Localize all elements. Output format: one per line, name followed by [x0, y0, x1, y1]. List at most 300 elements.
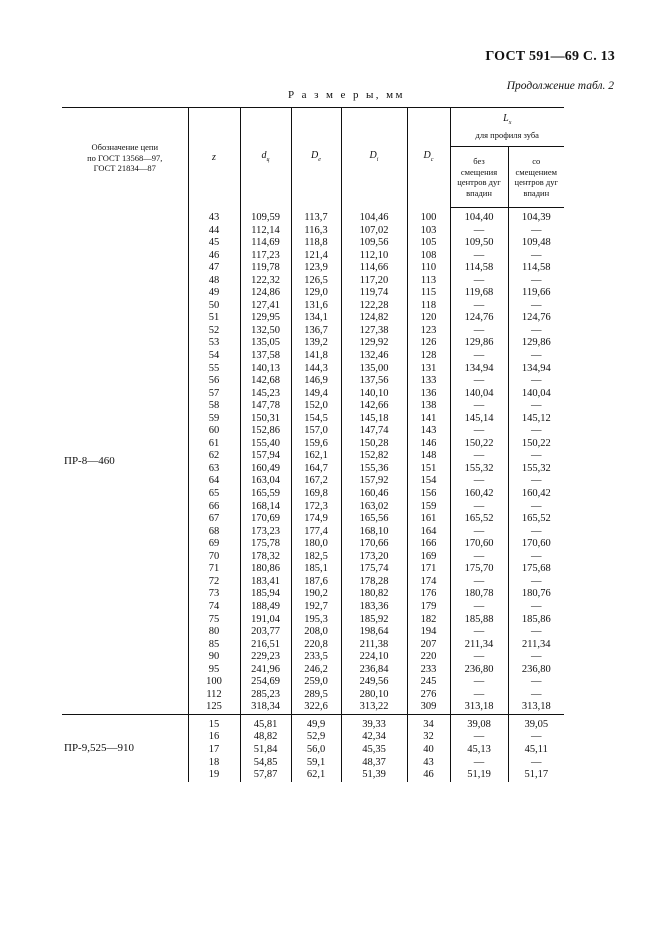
- cell-d-ts: 229,23: [240, 651, 291, 664]
- cell-L-with: 145,12: [508, 413, 564, 426]
- cell-L-without: —: [450, 275, 508, 288]
- cell-z: 58: [188, 400, 240, 413]
- cell-D-c: 276: [407, 689, 450, 702]
- cell-D-i: 135,00: [341, 363, 407, 376]
- cell-d-ts: 191,04: [240, 614, 291, 627]
- cell-D-c: 146: [407, 438, 450, 451]
- cell-D-i: 170,66: [341, 538, 407, 551]
- cell-D-e: 159,6: [291, 438, 341, 451]
- cell-D-e: 139,2: [291, 337, 341, 350]
- cell-z: 57: [188, 388, 240, 401]
- cell-D-e: 141,8: [291, 350, 341, 363]
- cell-D-i: 147,74: [341, 425, 407, 438]
- cell-D-e: 322,6: [291, 701, 341, 714]
- cell-D-i: 173,20: [341, 551, 407, 564]
- cell-L-without: 145,14: [450, 413, 508, 426]
- cell-L-without: —: [450, 689, 508, 702]
- cell-d-ts: 135,05: [240, 337, 291, 350]
- cell-d-ts: 127,41: [240, 300, 291, 313]
- cell-D-e: 157,0: [291, 425, 341, 438]
- cell-d-ts: 140,13: [240, 363, 291, 376]
- cell-D-c: 169: [407, 551, 450, 564]
- cell-L-with: —: [508, 425, 564, 438]
- cell-L-with: —: [508, 626, 564, 639]
- header-designation-line1: Обозначение цепи: [91, 142, 158, 152]
- cell-D-i: 107,02: [341, 225, 407, 238]
- cell-D-c: 220: [407, 651, 450, 664]
- cell-z: 125: [188, 701, 240, 714]
- cell-D-i: 42,34: [341, 731, 407, 744]
- cell-L-with: —: [508, 501, 564, 514]
- cell-L-with: —: [508, 475, 564, 488]
- cell-D-i: 313,22: [341, 701, 407, 714]
- cell-z: 19: [188, 769, 240, 782]
- cell-z: 85: [188, 639, 240, 652]
- cell-L-without: 165,52: [450, 513, 508, 526]
- cell-D-c: 133: [407, 375, 450, 388]
- header-d-ts: [240, 108, 291, 208]
- cell-d-ts: 117,23: [240, 250, 291, 263]
- cell-L-without: 39,08: [450, 714, 508, 731]
- cell-L-with: —: [508, 225, 564, 238]
- cell-L-with: 211,34: [508, 639, 564, 652]
- cell-D-i: 145,18: [341, 413, 407, 426]
- cell-D-i: 109,56: [341, 237, 407, 250]
- cell-L-without: 45,13: [450, 744, 508, 757]
- cell-D-c: 154: [407, 475, 450, 488]
- cell-D-e: 182,5: [291, 551, 341, 564]
- header-with-offset: [508, 147, 564, 208]
- cell-L-with: 160,42: [508, 488, 564, 501]
- cell-D-e: 146,9: [291, 375, 341, 388]
- cell-D-c: 309: [407, 701, 450, 714]
- header-L-x-caption: для профиля зуба: [475, 130, 539, 140]
- cell-D-c: 179: [407, 601, 450, 614]
- cell-z: 68: [188, 526, 240, 539]
- cell-L-without: 211,34: [450, 639, 508, 652]
- cell-d-ts: 160,49: [240, 463, 291, 476]
- cell-z: 46: [188, 250, 240, 263]
- header-d-ts-sub: ц: [266, 156, 270, 163]
- header-designation-line3: ГОСТ 21834—87: [93, 163, 156, 173]
- cell-D-c: 113: [407, 275, 450, 288]
- cell-D-i: 178,28: [341, 576, 407, 589]
- header-with-line3: центров дуг: [514, 177, 558, 187]
- header-d-ts-label: d: [261, 149, 267, 161]
- cell-d-ts: 142,68: [240, 375, 291, 388]
- header-z: [188, 108, 240, 208]
- cell-z: 112: [188, 689, 240, 702]
- cell-L-with: 170,60: [508, 538, 564, 551]
- cell-D-c: 136: [407, 388, 450, 401]
- cell-D-e: 134,1: [291, 312, 341, 325]
- cell-z: 53: [188, 337, 240, 350]
- cell-z: 48: [188, 275, 240, 288]
- cell-d-ts: 175,78: [240, 538, 291, 551]
- cell-D-c: 115: [407, 287, 450, 300]
- cell-D-e: 289,5: [291, 689, 341, 702]
- cell-L-without: 134,94: [450, 363, 508, 376]
- cell-d-ts: 145,23: [240, 388, 291, 401]
- cell-D-c: 100: [407, 208, 450, 225]
- cell-D-c: 126: [407, 337, 450, 350]
- cell-D-c: 40: [407, 744, 450, 757]
- cell-z: 75: [188, 614, 240, 627]
- cell-L-with: —: [508, 757, 564, 770]
- cell-d-ts: 155,40: [240, 438, 291, 451]
- header-without-line4: впадин: [466, 187, 492, 198]
- cell-D-e: 121,4: [291, 250, 341, 263]
- cell-d-ts: 124,86: [240, 287, 291, 300]
- cell-z: 49: [188, 287, 240, 300]
- cell-d-ts: 185,94: [240, 588, 291, 601]
- header-D-c-label: D: [423, 149, 431, 161]
- cell-D-e: 220,8: [291, 639, 341, 652]
- cell-z: 52: [188, 325, 240, 338]
- cell-D-i: 39,33: [341, 714, 407, 731]
- cell-L-without: —: [450, 425, 508, 438]
- cell-D-c: 245: [407, 676, 450, 689]
- header-z-label: z: [212, 151, 216, 163]
- cell-D-e: 180,0: [291, 538, 341, 551]
- cell-L-without: —: [450, 651, 508, 664]
- cell-L-without: —: [450, 576, 508, 589]
- cell-d-ts: 129,95: [240, 312, 291, 325]
- table-row: [62, 208, 564, 225]
- cell-D-e: 131,6: [291, 300, 341, 313]
- cell-D-i: 168,10: [341, 526, 407, 539]
- header-designation: [62, 108, 188, 208]
- cell-d-ts: 163,04: [240, 475, 291, 488]
- cell-z: 63: [188, 463, 240, 476]
- cell-L-without: 160,42: [450, 488, 508, 501]
- cell-z: 17: [188, 744, 240, 757]
- cell-D-e: 164,7: [291, 463, 341, 476]
- cell-L-with: —: [508, 250, 564, 263]
- cell-z: 51: [188, 312, 240, 325]
- cell-L-with: —: [508, 651, 564, 664]
- cell-d-ts: 45,81: [240, 714, 291, 731]
- cell-z: 65: [188, 488, 240, 501]
- cell-d-ts: 150,31: [240, 413, 291, 426]
- cell-D-e: 113,7: [291, 208, 341, 225]
- cell-L-without: —: [450, 526, 508, 539]
- cell-d-ts: 285,23: [240, 689, 291, 702]
- cell-D-i: 160,46: [341, 488, 407, 501]
- cell-D-c: 108: [407, 250, 450, 263]
- cell-d-ts: 122,32: [240, 275, 291, 288]
- cell-z: 56: [188, 375, 240, 388]
- cell-L-with: 119,66: [508, 287, 564, 300]
- cell-D-c: 120: [407, 312, 450, 325]
- cell-D-e: 118,8: [291, 237, 341, 250]
- cell-D-i: 163,02: [341, 501, 407, 514]
- cell-z: 18: [188, 757, 240, 770]
- cell-D-i: 48,37: [341, 757, 407, 770]
- cell-L-without: —: [450, 300, 508, 313]
- cell-z: 43: [188, 208, 240, 225]
- cell-D-e: 152,0: [291, 400, 341, 413]
- chain-designation: ПР-8—460: [62, 208, 188, 715]
- cell-D-i: 185,92: [341, 614, 407, 627]
- cell-L-without: 129,86: [450, 337, 508, 350]
- cell-D-i: 104,46: [341, 208, 407, 225]
- cell-D-i: 132,46: [341, 350, 407, 363]
- cell-L-with: —: [508, 601, 564, 614]
- header-L-x-sub: x: [508, 119, 512, 126]
- cell-L-without: —: [450, 601, 508, 614]
- cell-d-ts: 165,59: [240, 488, 291, 501]
- header-without-line1: без: [473, 156, 485, 166]
- cell-D-c: 166: [407, 538, 450, 551]
- cell-D-i: 224,10: [341, 651, 407, 664]
- cell-z: 55: [188, 363, 240, 376]
- cell-L-with: —: [508, 576, 564, 589]
- cell-d-ts: 109,59: [240, 208, 291, 225]
- cell-D-c: 151: [407, 463, 450, 476]
- cell-D-e: 116,3: [291, 225, 341, 238]
- cell-d-ts: 137,58: [240, 350, 291, 363]
- cell-L-without: 51,19: [450, 769, 508, 782]
- table-row: [62, 714, 564, 731]
- cell-L-with: —: [508, 689, 564, 702]
- cell-L-with: 155,32: [508, 463, 564, 476]
- cell-d-ts: 170,69: [240, 513, 291, 526]
- cell-D-i: 129,92: [341, 337, 407, 350]
- cell-z: 50: [188, 300, 240, 313]
- header-designation-line2: по ГОСТ 13568—97,: [87, 152, 163, 163]
- cell-d-ts: 48,82: [240, 731, 291, 744]
- cell-D-i: 142,66: [341, 400, 407, 413]
- cell-D-c: 118: [407, 300, 450, 313]
- cell-D-c: 164: [407, 526, 450, 539]
- cell-D-c: 131: [407, 363, 450, 376]
- cell-D-e: 162,1: [291, 450, 341, 463]
- header-D-i: [341, 108, 407, 208]
- cell-z: 80: [188, 626, 240, 639]
- cell-D-c: 34: [407, 714, 450, 731]
- cell-D-e: 185,1: [291, 563, 341, 576]
- cell-D-e: 59,1: [291, 757, 341, 770]
- cell-D-i: 198,64: [341, 626, 407, 639]
- cell-D-e: 246,2: [291, 664, 341, 677]
- cell-D-c: 138: [407, 400, 450, 413]
- cell-L-with: —: [508, 300, 564, 313]
- cell-L-without: —: [450, 400, 508, 413]
- cell-D-i: 117,20: [341, 275, 407, 288]
- cell-L-with: 39,05: [508, 714, 564, 731]
- cell-D-e: 129,0: [291, 287, 341, 300]
- header-D-e: [291, 108, 341, 208]
- cell-D-e: 167,2: [291, 475, 341, 488]
- cell-D-i: 45,35: [341, 744, 407, 757]
- cell-d-ts: 216,51: [240, 639, 291, 652]
- header-D-i-label: D: [369, 149, 377, 161]
- cell-D-c: 233: [407, 664, 450, 677]
- cell-L-with: —: [508, 731, 564, 744]
- cell-d-ts: 241,96: [240, 664, 291, 677]
- cell-z: 100: [188, 676, 240, 689]
- header-D-c: [407, 108, 450, 208]
- cell-D-i: 152,82: [341, 450, 407, 463]
- cell-L-without: 104,40: [450, 208, 508, 225]
- cell-z: 64: [188, 475, 240, 488]
- cell-D-e: 154,5: [291, 413, 341, 426]
- cell-D-c: 161: [407, 513, 450, 526]
- cell-z: 61: [188, 438, 240, 451]
- cell-D-c: 176: [407, 588, 450, 601]
- cell-D-c: 156: [407, 488, 450, 501]
- cell-d-ts: 114,69: [240, 237, 291, 250]
- cell-d-ts: 168,14: [240, 501, 291, 514]
- cell-D-c: 143: [407, 425, 450, 438]
- cell-L-without: 124,76: [450, 312, 508, 325]
- cell-L-with: 45,11: [508, 744, 564, 757]
- header-L-x-symbol: [451, 114, 565, 129]
- cell-L-with: —: [508, 325, 564, 338]
- cell-D-c: 194: [407, 626, 450, 639]
- dimensions-table: [62, 107, 564, 782]
- cell-z: 59: [188, 413, 240, 426]
- cell-D-i: 280,10: [341, 689, 407, 702]
- cell-D-i: 137,56: [341, 375, 407, 388]
- header-L-x-label: L: [503, 112, 509, 124]
- cell-z: 70: [188, 551, 240, 564]
- cell-d-ts: 183,41: [240, 576, 291, 589]
- cell-L-without: 170,60: [450, 538, 508, 551]
- cell-D-c: 43: [407, 757, 450, 770]
- cell-D-c: 110: [407, 262, 450, 275]
- cell-D-c: 123: [407, 325, 450, 338]
- cell-L-with: —: [508, 400, 564, 413]
- cell-D-e: 126,5: [291, 275, 341, 288]
- header-without-line2: смещения: [460, 166, 498, 177]
- cell-d-ts: 157,94: [240, 450, 291, 463]
- cell-z: 69: [188, 538, 240, 551]
- cell-d-ts: 112,14: [240, 225, 291, 238]
- cell-D-i: 114,66: [341, 262, 407, 275]
- cell-z: 62: [188, 450, 240, 463]
- cell-L-without: —: [450, 375, 508, 388]
- cell-D-c: 148: [407, 450, 450, 463]
- cell-D-e: 149,4: [291, 388, 341, 401]
- cell-d-ts: 254,69: [240, 676, 291, 689]
- cell-z: 71: [188, 563, 240, 576]
- cell-L-without: 140,04: [450, 388, 508, 401]
- cell-L-without: —: [450, 551, 508, 564]
- cell-L-without: 150,22: [450, 438, 508, 451]
- cell-L-with: 313,18: [508, 701, 564, 714]
- cell-L-without: 119,68: [450, 287, 508, 300]
- cell-D-e: 208,0: [291, 626, 341, 639]
- cell-z: 95: [188, 664, 240, 677]
- cell-d-ts: 51,84: [240, 744, 291, 757]
- cell-L-with: 129,86: [508, 337, 564, 350]
- table-continuation-note: Продолжение табл. 2: [506, 80, 614, 92]
- cell-D-i: 175,74: [341, 563, 407, 576]
- cell-L-without: —: [450, 325, 508, 338]
- cell-L-without: —: [450, 250, 508, 263]
- cell-D-e: 123,9: [291, 262, 341, 275]
- cell-z: 67: [188, 513, 240, 526]
- cell-L-with: 180,76: [508, 588, 564, 601]
- header-without-offset: [450, 147, 508, 208]
- header-D-c-sub: c: [430, 156, 434, 163]
- cell-L-without: —: [450, 475, 508, 488]
- cell-D-i: 249,56: [341, 676, 407, 689]
- cell-D-i: 180,82: [341, 588, 407, 601]
- header-with-line1: со: [532, 156, 541, 166]
- cell-z: 47: [188, 262, 240, 275]
- table-body: [62, 208, 564, 782]
- cell-D-c: 128: [407, 350, 450, 363]
- cell-L-with: 185,86: [508, 614, 564, 627]
- cell-L-without: 175,70: [450, 563, 508, 576]
- cell-d-ts: 147,78: [240, 400, 291, 413]
- cell-D-c: 105: [407, 237, 450, 250]
- header-with-line2: смещением: [515, 166, 557, 177]
- header-D-e-label: D: [311, 149, 319, 161]
- cell-D-i: 150,28: [341, 438, 407, 451]
- cell-L-with: 134,94: [508, 363, 564, 376]
- cell-D-e: 172,3: [291, 501, 341, 514]
- cell-D-i: 140,10: [341, 388, 407, 401]
- cell-L-without: —: [450, 731, 508, 744]
- cell-d-ts: 54,85: [240, 757, 291, 770]
- cell-z: 73: [188, 588, 240, 601]
- cell-D-i: 183,36: [341, 601, 407, 614]
- cell-D-e: 174,9: [291, 513, 341, 526]
- cell-L-with: —: [508, 450, 564, 463]
- header-without-line3: центров дуг: [457, 177, 501, 187]
- cell-D-i: 119,74: [341, 287, 407, 300]
- header-L-x: [450, 108, 564, 147]
- cell-d-ts: 203,77: [240, 626, 291, 639]
- cell-L-with: —: [508, 676, 564, 689]
- cell-L-without: 185,88: [450, 614, 508, 627]
- cell-L-without: 155,32: [450, 463, 508, 476]
- cell-D-i: 211,38: [341, 639, 407, 652]
- cell-D-e: 136,7: [291, 325, 341, 338]
- sizes-caption: Р а з м е р ы, мм: [288, 89, 405, 101]
- cell-d-ts: 188,49: [240, 601, 291, 614]
- cell-D-c: 171: [407, 563, 450, 576]
- header-D-i-sub: i: [376, 156, 379, 163]
- cell-d-ts: 132,50: [240, 325, 291, 338]
- cell-D-i: 165,56: [341, 513, 407, 526]
- cell-D-e: 177,4: [291, 526, 341, 539]
- cell-L-without: —: [450, 225, 508, 238]
- cell-z: 15: [188, 714, 240, 731]
- cell-z: 60: [188, 425, 240, 438]
- cell-L-without: 236,80: [450, 664, 508, 677]
- cell-D-c: 46: [407, 769, 450, 782]
- cell-z: 16: [188, 731, 240, 744]
- cell-D-i: 51,39: [341, 769, 407, 782]
- cell-D-c: 182: [407, 614, 450, 627]
- cell-D-e: 192,7: [291, 601, 341, 614]
- cell-D-e: 56,0: [291, 744, 341, 757]
- chain-designation: ПР-9,525—910: [62, 714, 188, 781]
- cell-d-ts: 57,87: [240, 769, 291, 782]
- cell-D-c: 174: [407, 576, 450, 589]
- cell-L-without: 313,18: [450, 701, 508, 714]
- cell-d-ts: 152,86: [240, 425, 291, 438]
- cell-D-i: 127,38: [341, 325, 407, 338]
- cell-d-ts: 178,32: [240, 551, 291, 564]
- cell-L-with: 104,39: [508, 208, 564, 225]
- cell-L-with: —: [508, 350, 564, 363]
